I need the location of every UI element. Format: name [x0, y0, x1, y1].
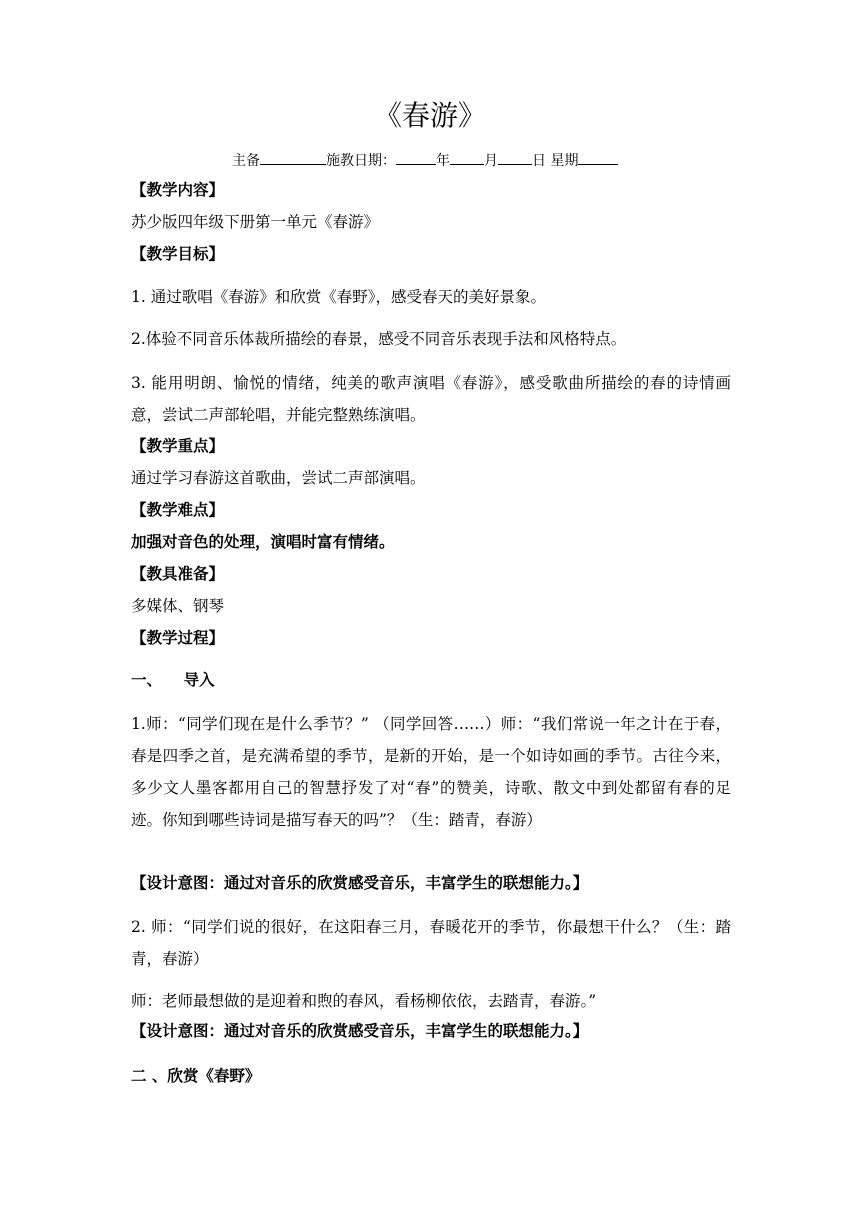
difficulty-text: 加强对音色的处理，演唱时富有情绪。	[131, 532, 395, 551]
design-intent-2: 【设计意图：通过对音乐的欣赏感受音乐，丰富学生的联想能力。】	[131, 1021, 589, 1040]
weekday-label: 星期	[550, 153, 579, 169]
weekday-blank	[578, 150, 618, 165]
day-label: 日	[532, 153, 546, 169]
design-intent-1: 【设计意图：通过对音乐的欣赏感受音乐，丰富学生的联想能力。】	[131, 873, 589, 892]
page-title: 《春游》	[373, 99, 486, 132]
part-heading-intro: 一、 导入	[131, 670, 215, 689]
lesson-header-line	[232, 150, 618, 170]
focus-text: 通过学习春游这首歌曲，尝试二声部演唱。	[131, 469, 426, 487]
prep-label: 主备	[232, 153, 260, 169]
section-heading-focus: 【教学重点】	[131, 436, 225, 455]
intro-paragraph-2: 2. 师：“同学们说的很好，在这阳春三月，春暖花开的季节，你最想干什么？（生：踏青，春游）	[131, 918, 731, 968]
day-blank	[498, 150, 532, 165]
goal-item-3: 3. 能用明朗、愉悦的情绪，纯美的歌声演唱《春游》，感受歌曲所描绘的春的诗情画意，尝试二声部轮唱，并能完整熟练演唱。	[131, 374, 731, 424]
content-text: 苏少版四年级下册第一单元《春游》	[131, 213, 380, 231]
section-heading-goals: 【教学目标】	[131, 244, 225, 263]
intro-paragraph-3: 师：老师最想做的是迎着和煦的春风，看杨柳依依，去踏青，春游。”	[131, 992, 597, 1010]
tools-text: 多媒体、钢琴	[131, 597, 225, 615]
goal-item-2: 2.体验不同音乐体裁所描绘的春景，感受不同音乐表现手法和风格特点。	[131, 330, 627, 348]
date-label: 施教日期：	[326, 153, 396, 169]
part-heading-appreciation: 二 、欣赏《春野》	[131, 1066, 261, 1085]
month-blank	[450, 150, 484, 165]
prep-blank	[260, 150, 326, 165]
intro-paragraph-1: 1.师：“同学们现在是什么季节？” （同学回答……）师：“我们常说一年之计在于春，春是四季之首，是充满希望的季节，是新的开始，是一个如诗如画的季节。古往今来，多少文人墨客都用自己的智慧抒发了对“春”的赞美，诗歌、散文中到处都留有春的足迹。你知到哪些诗词是描写春天的吗”？（生：踏青，春游）	[131, 715, 731, 829]
year-label: 年	[436, 153, 450, 169]
year-blank	[396, 150, 436, 165]
goal-item-1: 1. 通过歌唱《春游》和欣赏《春野》，感受春天的美好景象。	[131, 288, 546, 306]
month-label: 月	[484, 153, 498, 169]
section-heading-content: 【教学内容】	[131, 180, 225, 199]
section-heading-tools: 【教具准备】	[131, 564, 225, 583]
section-heading-difficulty: 【教学难点】	[131, 500, 225, 519]
section-heading-process: 【教学过程】	[131, 628, 225, 647]
